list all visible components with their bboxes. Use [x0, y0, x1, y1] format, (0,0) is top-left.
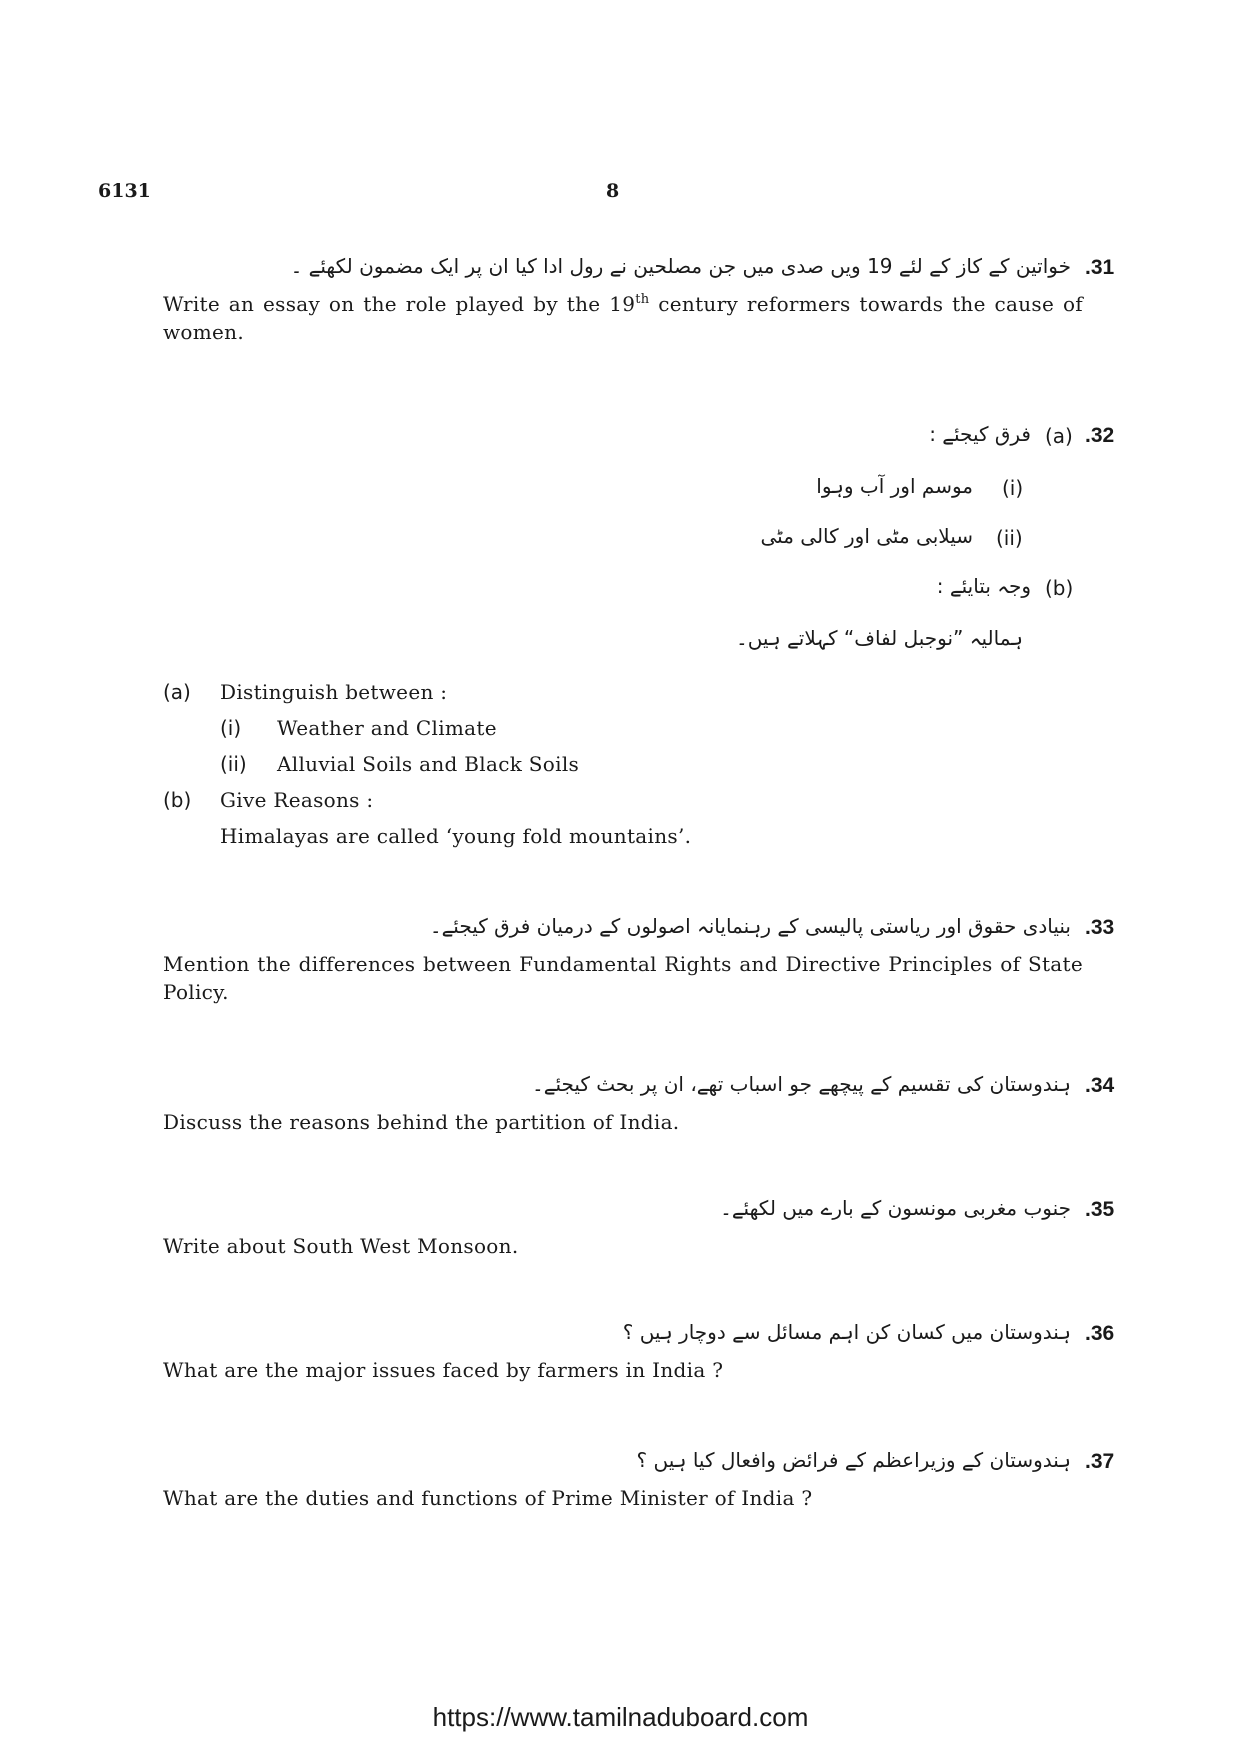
q32-en-b-text: Give Reasons : — [220, 788, 374, 812]
question-number-32: .32 — [1085, 424, 1115, 447]
q32-en-i-text: Weather and Climate — [277, 716, 497, 740]
question-34-english: Discuss the reasons behind the partition of India. — [163, 1110, 680, 1134]
question-number-34: .34 — [1085, 1074, 1115, 1097]
question-37-urdu: ہندوستان کے وزیراعظم کے فرائض وافعال کیا ہیں ؟ — [636, 1448, 1071, 1472]
question-33-english: Mention the differences between Fundamental Rights and Directive Principles of State Policy. — [163, 952, 1083, 1004]
question-34-urdu: ہندوستان کی تقسیم کے پیچھے جو اسباب تھے، ان پر بحث کیجئے۔ — [532, 1072, 1071, 1096]
question-number-36: .36 — [1085, 1322, 1115, 1345]
q32-en-a-label: (a) — [163, 680, 191, 704]
question-36-english: What are the major issues faced by farmers in India ? — [163, 1358, 724, 1382]
question-number-31: .31 — [1085, 256, 1115, 279]
q32-en-b-detail: Himalayas are called ‘young fold mountains’. — [220, 824, 692, 848]
page-number: 8 — [606, 180, 620, 202]
question-37-english: What are the duties and functions of Prime Minister of India ? — [163, 1486, 813, 1510]
question-36-urdu: ہندوستان میں کسان کن اہم مسائل سے دوچار ہیں ؟ — [622, 1320, 1071, 1344]
question-35-english: Write about South West Monsoon. — [163, 1234, 519, 1258]
q32-urdu-b-text: وجہ بتایئے : — [936, 574, 1031, 598]
q32-urdu-a-text: فرق کیجئے : — [929, 422, 1031, 446]
question-31-english: Write an essay on the role played by the 19th century reformers towards the cause of women. — [163, 292, 1083, 344]
q32-en-b-label: (b) — [163, 788, 192, 812]
q32-urdu-i-label: (i) — [1002, 476, 1024, 500]
q32-urdu-ii-label: (ii) — [996, 526, 1023, 550]
question-33-urdu: بنیادی حقوق اور ریاستی پالیسی کے رہنمایانہ اصولوں کے درمیان فرق کیجئے۔ — [429, 914, 1071, 938]
q32-en-i-label: (i) — [220, 716, 242, 740]
q32-en-ii-label: (ii) — [220, 752, 247, 776]
question-number-33: .33 — [1085, 916, 1115, 939]
q32-urdu-a-label: (a) — [1045, 424, 1073, 448]
paper-code: 6131 — [98, 180, 151, 202]
question-number-35: .35 — [1085, 1198, 1115, 1221]
q32-urdu-i-text: موسم اور آب وہوا — [816, 474, 973, 498]
q32-urdu-b-label: (b) — [1045, 576, 1074, 600]
q32-urdu-ii-text: سیلابی مٹی اور کالی مٹی — [760, 524, 973, 548]
q32-urdu-b-detail: ہمالیہ ”نوجبل لفاف“ کہلاتے ہیں۔ — [735, 626, 1023, 650]
question-number-37: .37 — [1085, 1450, 1115, 1473]
question-35-urdu: جنوب مغربی مونسون کے بارے میں لکھئے۔ — [720, 1196, 1071, 1220]
q32-en-a-text: Distinguish between : — [220, 680, 448, 704]
q32-en-ii-text: Alluvial Soils and Black Soils — [277, 752, 580, 776]
footer-url: https://www.tamilnaduboard.com — [432, 1702, 809, 1732]
question-31-urdu: خواتین کے کاز کے لئے 19 ویں صدی میں جن مصلحین نے رول ادا کیا ان پر ایک مضمون لکھئے ۔ — [290, 254, 1071, 278]
